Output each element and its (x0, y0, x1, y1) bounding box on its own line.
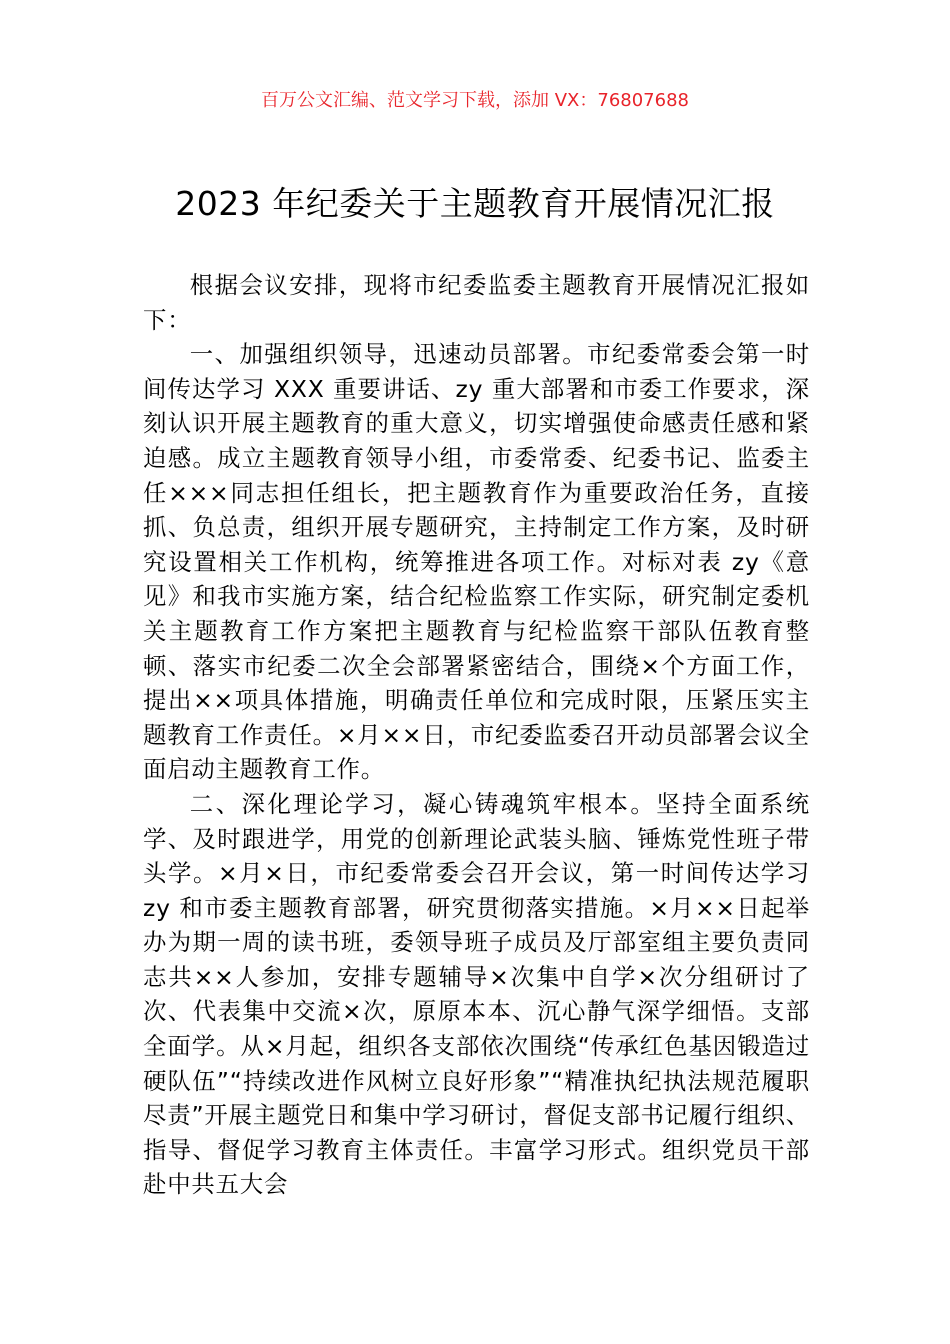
document-body (143, 268, 810, 1202)
paragraph-intro: 根据会议安排，现将市纪委监委主题教育开展情况汇报如下： (143, 271, 810, 334)
paragraph-section-2: 二、深化理论学习，凝心铸魂筑牢根本。坚持全面系统学、及时跟进学，用党的创新理论武装头脑、锤炼党性班子带头学。×月×日，市纪委常委会召开会议，第一时间传达学习 zy 和市委主题教育部署，研究贯彻落实措施。×月××日起举办为期一周的读书班，委领导班子成员及厅部室组主要负责同志共××人参加，安排专题辅导×次集中自学×次分组研讨了次、代表集中交流×次，原原本本、沉心静气深学细悟。支部全面学。从×月起，组织各支部依次围绕“传承红色基因锻造过硬队伍”“持续改进作风树立良好形象”“精准执纪执法规范履职尽责”开展主题党日和集中学习研讨，督促支部书记履行组织、指导、督促学习教育主体责任。丰富学习形式。组织党员干部赴中共五大会 (143, 789, 810, 1199)
document-title: 2023 年纪委关于主题教育开展情况汇报 (175, 184, 775, 223)
paragraph-section-1: 一、加强组织领导，迅速动员部署。市纪委常委会第一时间传达学习 XXX 重要讲话、zy 重大部署和市委工作要求，深刻认识开展主题教育的重大意义，切实增强使命感责任感和紧迫感。成立主题教育领导小组，市委常委、纪委书记、监委主任×××同志担任组长，把主题教育作为重要政治任务，直接抓、负总责，组织开展专题研究，主持制定工作方案，及时研究设置相关工作机构，统筹推进各项工作。对标对表 zy《意见》和我市实施方案，结合纪检监察工作实际，研究制定委机关主题教育工作方案把主题教育与纪检监察干部队伍教育整顿、落实市纪委二次全会部署紧密结合，围绕×个方面工作，提出××项具体措施，明确责任单位和完成时限，压紧压实主题教育工作责任。×月××日，市纪委监委召开动员部署会议全面启动主题教育工作。 (143, 340, 810, 784)
download-notice: 百万公文汇编、范文学习下载，添加 VX：76807688 (261, 90, 689, 111)
